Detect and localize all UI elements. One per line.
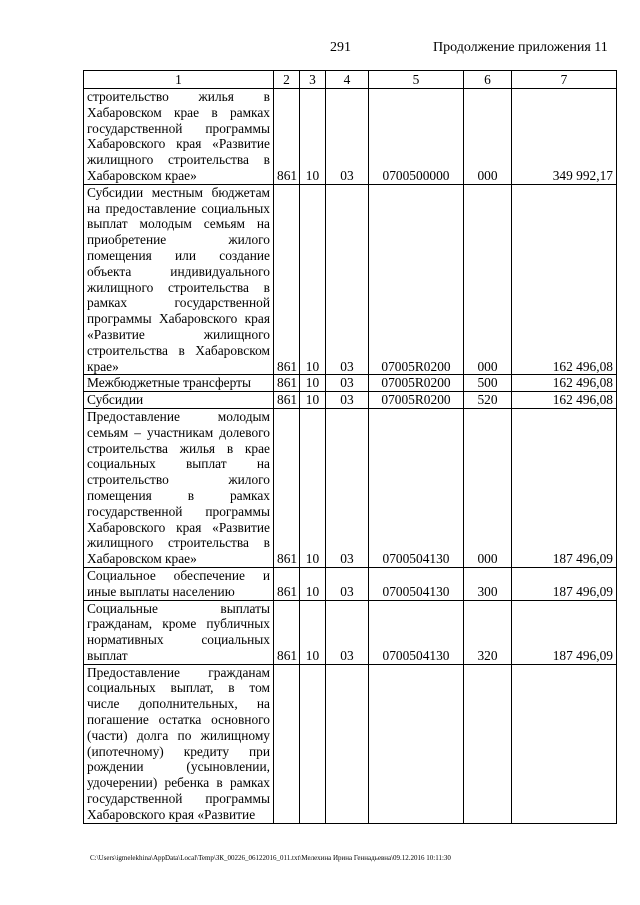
column-header: 6 — [464, 71, 512, 89]
cell-col6: 320 — [464, 600, 512, 664]
row-description: Субсидии местным бюджетам на предоставление социальных выплат молодым семьям на приобретение жилого помещения или создание объекта индивидуального жилищного строительства в рамках государственной программы Хабаровского края «Развитие жилищного строительства в Хабаровском крае» — [84, 184, 274, 375]
table-row — [84, 375, 617, 392]
cell-col7: 187 496,09 — [512, 600, 617, 664]
cell-col7: 162 496,08 — [512, 392, 617, 409]
table-row — [84, 664, 617, 823]
cell-col3: 10 — [300, 375, 326, 392]
table-header-row — [84, 71, 617, 89]
column-header: 2 — [274, 71, 300, 89]
cell-col5: 0700504130 — [369, 600, 464, 664]
row-description: Социальное обеспечение и иные выплаты населению — [84, 567, 274, 600]
column-header: 1 — [84, 71, 274, 89]
cell-col4: 03 — [326, 408, 369, 567]
cell-col2: 861 — [274, 375, 300, 392]
cell-col3: 10 — [300, 600, 326, 664]
column-header: 7 — [512, 71, 617, 89]
cell-col3: 10 — [300, 408, 326, 567]
cell-col2: 861 — [274, 600, 300, 664]
cell-col6: 300 — [464, 567, 512, 600]
cell-col2: 861 — [274, 89, 300, 185]
cell-col2: 861 — [274, 184, 300, 375]
cell-col2: 861 — [274, 567, 300, 600]
cell-col6: 500 — [464, 375, 512, 392]
cell-col7 — [512, 664, 617, 823]
cell-col4: 03 — [326, 600, 369, 664]
cell-col5 — [369, 664, 464, 823]
continuation-title: Продолжение приложения 11 — [433, 40, 608, 55]
cell-col7: 162 496,08 — [512, 375, 617, 392]
cell-col7: 187 496,09 — [512, 567, 617, 600]
cell-col7: 349 992,17 — [512, 89, 617, 185]
cell-col4: 03 — [326, 392, 369, 409]
cell-col6: 000 — [464, 184, 512, 375]
cell-col4: 03 — [326, 375, 369, 392]
table-row — [84, 567, 617, 600]
table-row — [84, 600, 617, 664]
row-description: Межбюджетные трансферты — [84, 375, 274, 392]
cell-col6: 520 — [464, 392, 512, 409]
cell-col5: 0700504130 — [369, 567, 464, 600]
cell-col3: 10 — [300, 392, 326, 409]
cell-col5: 07005R0200 — [369, 375, 464, 392]
cell-col3: 10 — [300, 89, 326, 185]
cell-col5: 0700500000 — [369, 89, 464, 185]
table-row — [84, 184, 617, 375]
column-header: 4 — [326, 71, 369, 89]
column-header: 3 — [300, 71, 326, 89]
cell-col3 — [300, 664, 326, 823]
cell-col5: 07005R0200 — [369, 184, 464, 375]
cell-col2 — [274, 664, 300, 823]
page-number: 291 — [330, 40, 351, 55]
cell-col3: 10 — [300, 184, 326, 375]
cell-col3: 10 — [300, 567, 326, 600]
row-description: строительство жилья в Хабаровском крае в рамках государственной программы Хабаровского края «Развитие жилищного строительства в Хабаровском крае» — [84, 89, 274, 185]
budget-table — [83, 70, 617, 824]
column-header: 5 — [369, 71, 464, 89]
cell-col5: 07005R0200 — [369, 392, 464, 409]
cell-col7: 187 496,09 — [512, 408, 617, 567]
row-description: Субсидии — [84, 392, 274, 409]
row-description: Социальные выплаты гражданам, кроме публичных нормативных социальных выплат — [84, 600, 274, 664]
cell-col4 — [326, 664, 369, 823]
row-description: Предоставление гражданам социальных выплат, в том числе дополнительных, на погашение остатка основного (части) долга по жилищному (ипотечному) кредиту при рождении (усыновлении, удочерении) ребенка в рамках государственной программы Хабаровского края «Развитие — [84, 664, 274, 823]
cell-col6: 000 — [464, 408, 512, 567]
footer-file-path: C:\Users\igmelekhina\AppData\Local\Temp\ЗК_00226_06122016_011.txt\Мелехина Ирина Геннадьевна\09.12.2016 10:11:30 — [90, 854, 451, 862]
cell-col7: 162 496,08 — [512, 184, 617, 375]
row-description: Предоставление молодым семьям – участникам долевого строительства жилья в крае социальных выплат на строительство жилого помещения в рамках государственной программы Хабаровского края «Развитие жилищного строительства в Хабаровском крае» — [84, 408, 274, 567]
cell-col5: 0700504130 — [369, 408, 464, 567]
table-row — [84, 392, 617, 409]
cell-col6 — [464, 664, 512, 823]
table-row — [84, 408, 617, 567]
cell-col6: 000 — [464, 89, 512, 185]
cell-col2: 861 — [274, 408, 300, 567]
cell-col2: 861 — [274, 392, 300, 409]
cell-col4: 03 — [326, 567, 369, 600]
cell-col4: 03 — [326, 184, 369, 375]
cell-col4: 03 — [326, 89, 369, 185]
table-row — [84, 89, 617, 185]
